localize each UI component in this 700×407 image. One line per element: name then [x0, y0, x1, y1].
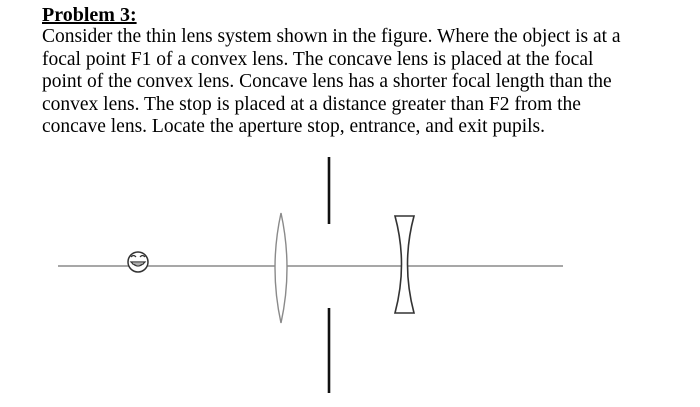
- problem-text-line: concave lens. Locate the aperture stop, entrance, and exit pupils.: [42, 116, 546, 138]
- problem-text-line: convex lens. The stop is placed at a distance greater than F2 from the: [42, 93, 581, 115]
- problem-text-line: point of the convex lens. Concave lens has a shorter focal length than the: [42, 71, 612, 93]
- problem-title: Problem 3:: [42, 4, 137, 26]
- problem-text-line: focal point F1 of a convex lens. The concave lens is placed at the focal: [42, 48, 594, 70]
- concave-lens: [395, 216, 414, 313]
- convex-lens: [275, 213, 287, 323]
- problem-text-line: Consider the thin lens system shown in the figure. Where the object is at a: [42, 26, 621, 47]
- smiley-face-icon: [128, 252, 148, 272]
